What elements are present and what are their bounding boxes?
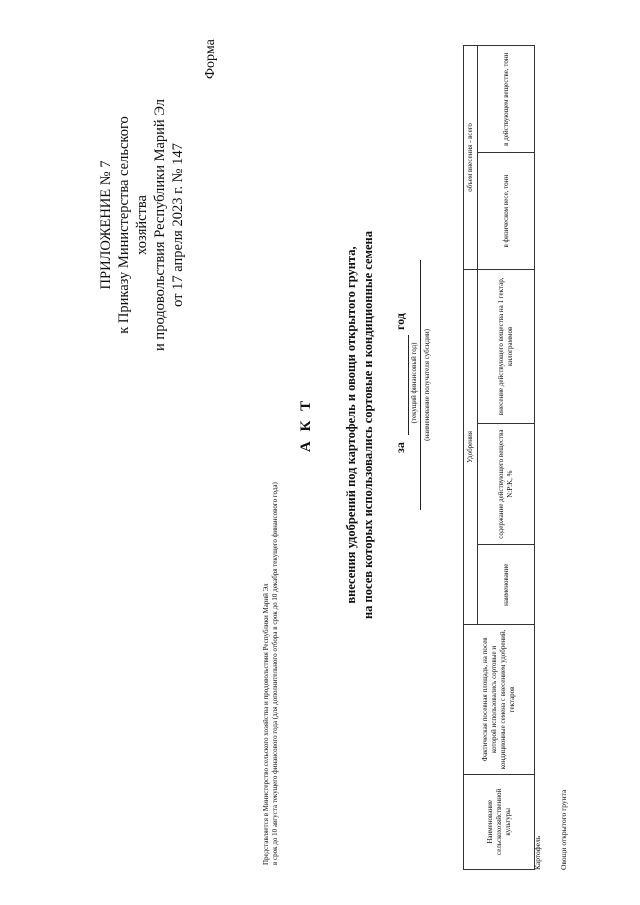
header-area: Фактическая посевная площадь, на посев которой использовались сортовые и кондиционные семена с внесением удобрений, гектаров [464, 625, 535, 775]
recipient-note: (наименование получателя субсидии) [423, 329, 431, 441]
header-active-substance: в действующем веществе, тонн [478, 46, 535, 154]
period-note: (текущий финансовый год) [410, 342, 418, 424]
form-label: Форма [203, 39, 218, 79]
fertilizer-table [463, 45, 535, 870]
period-prefix: за [393, 442, 407, 453]
appendix-block [97, 85, 187, 365]
document-title [298, 195, 377, 655]
period-suffix: год [393, 313, 407, 330]
title-line-2: внесения удобрений под картофель и овощи открытого грунта, [344, 246, 358, 604]
header-crop: Наименование сельскохозяйственной культуры [464, 774, 535, 869]
appendix-number: ПРИЛОЖЕНИЕ № 7 [98, 160, 114, 290]
appendix-ministry: и продовольствия Республики Марий Эл [152, 99, 168, 351]
submission-line-1: Представляется в Министерство сельского хозяйства и продовольствия Республики Марий Эл [262, 583, 270, 865]
title-line-3: на посев которых использовались сортовые и кондиционные семена [361, 230, 375, 620]
submission-note [262, 482, 280, 865]
header-rate-per-hectare: внесение действующего вещества на 1 гектар, килограммов [478, 269, 535, 423]
header-physical-weight: в физическом весе, тонн [478, 153, 535, 269]
period-year-blank[interactable] [408, 335, 409, 435]
row-vegetables: Овощи открытого грунта [559, 789, 568, 870]
header-fertilizer-name: наименование [478, 545, 535, 625]
header-fertilizers: Удобрения [464, 269, 478, 624]
submission-line-2: в срок до 10 августа текущего финансового года (для дополнительного отбора в срок до 10 декабря текущего финансового года) [271, 482, 279, 865]
recipient-blank[interactable] [420, 260, 421, 510]
row-potato: Картофель [533, 835, 542, 870]
header-volume-total: объем внесения - всего [464, 46, 478, 270]
title-akt: А К Т [298, 397, 314, 453]
header-npk-content: содержание действующего вещества N:P:K, % [478, 423, 535, 545]
appendix-date: от 17 апреля 2023 г. № 147 [170, 143, 186, 307]
appendix-order: к Приказу Министерства сельского хозяйства [116, 116, 150, 334]
